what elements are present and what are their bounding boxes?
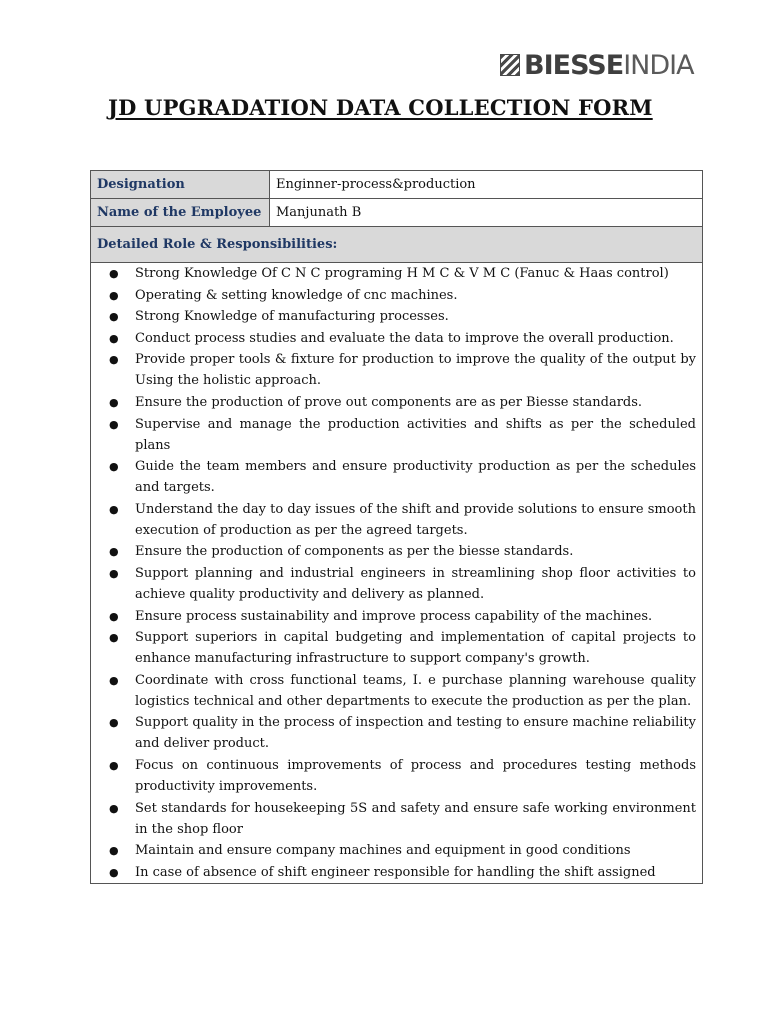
designation-value: Enginner-process&production: [270, 171, 703, 199]
responsibility-text: Ensure the production of components as per the biesse standards.: [135, 544, 574, 560]
responsibility-text: Support planning and industrial engineers in streamlining shop floor activities to achieve quality productivity and delivery as planned.: [135, 565, 696, 602]
bullet-icon: ●: [109, 395, 119, 409]
employee-row: [91, 199, 703, 227]
responsibility-text: Maintain and ensure company machines and equipment in good conditions: [135, 843, 631, 859]
responsibility-text: Understand the day to day issues of the shift and provide solutions to ensure smooth execution of production as per the agreed targets.: [135, 501, 696, 538]
responsibility-item: [97, 328, 696, 349]
responsibility-text: Conduct process studies and evaluate the data to improve the overall production.: [135, 330, 674, 346]
bullet-icon: ●: [109, 609, 119, 623]
bullet-icon: ●: [109, 716, 119, 730]
bullet-icon: ●: [109, 673, 119, 687]
responsibility-text: Support superiors in capital budgeting and implementation of capital projects to enhance manufacturing infrastructure to support company's growth.: [135, 630, 696, 667]
responsibility-text: In case of absence of shift engineer responsible for handling the shift assigned: [135, 864, 656, 880]
logo-region-text: INDIA: [623, 49, 694, 81]
bullet-icon: ●: [109, 844, 119, 858]
logo-brand-text: BIESSE: [524, 49, 624, 81]
responsibility-item: [97, 349, 696, 391]
designation-label: Designation: [91, 171, 270, 199]
responsibility-text: Coordinate with cross functional teams, I. e purchase planning warehouse quality logistics technical and other departments to execute the production as per the plan.: [135, 672, 696, 709]
bullet-icon: ●: [109, 502, 119, 516]
responsibility-item: [97, 712, 696, 754]
company-logo: [500, 48, 712, 82]
bullet-icon: ●: [109, 758, 119, 772]
biesse-logo-icon: [500, 54, 520, 76]
bullet-icon: ●: [109, 331, 119, 345]
designation-row: [91, 171, 703, 199]
responsibility-text: Supervise and manage the production activities and shifts as per the scheduled plans: [135, 416, 696, 453]
responsibility-item: [97, 755, 696, 797]
bullet-icon: ●: [109, 566, 119, 580]
responsibility-item: [97, 541, 696, 562]
responsibility-item: [97, 798, 696, 840]
section-header-row: [91, 227, 703, 263]
responsibility-text: Focus on continuous improvements of process and procedures testing methods productivity improvements.: [135, 757, 696, 794]
responsibility-item: [97, 606, 696, 627]
responsibilities-list: [97, 263, 696, 883]
responsibility-item: [97, 499, 696, 541]
responsibility-text: Ensure process sustainability and improve process capability of the machines.: [135, 608, 653, 624]
responsibilities-cell: [91, 263, 703, 884]
responsibility-text: Provide proper tools & fixture for production to improve the quality of the output by Using the holistic approach.: [135, 352, 696, 389]
responsibilities-row: [91, 263, 703, 884]
responsibility-text: Strong Knowledge of manufacturing processes.: [135, 309, 449, 325]
responsibility-item: [97, 392, 696, 413]
responsibility-item: [97, 456, 696, 498]
bullet-icon: ●: [109, 288, 119, 302]
responsibility-text: Set standards for housekeeping 5S and safety and ensure safe working environment in the shop floor: [135, 800, 696, 837]
responsibility-item: [97, 670, 696, 712]
bullet-icon: ●: [109, 545, 119, 559]
responsibility-item: [97, 862, 696, 883]
responsibility-item: [97, 563, 696, 605]
responsibility-text: Ensure the production of prove out components are as per Biesse standards.: [135, 394, 643, 410]
bullet-icon: ●: [109, 353, 119, 367]
responsibility-item: [97, 263, 696, 284]
responsibility-text: Guide the team members and ensure productivity production as per the schedules and targets.: [135, 459, 696, 496]
bullet-icon: ●: [109, 460, 119, 474]
bullet-icon: ●: [109, 417, 119, 431]
responsibilities-heading: Detailed Role & Responsibilities:: [91, 227, 703, 263]
employee-name-value: Manjunath B: [270, 199, 703, 227]
responsibility-item: [97, 627, 696, 669]
responsibility-text: Operating & setting knowledge of cnc machines.: [135, 287, 458, 303]
responsibility-item: [97, 285, 696, 306]
responsibility-item: [97, 840, 696, 861]
responsibility-item: [97, 414, 696, 456]
bullet-icon: ●: [109, 631, 119, 645]
form-title: JD UPGRADATION DATA COLLECTION FORM: [108, 95, 653, 120]
jd-form-table: [90, 170, 703, 884]
bullet-icon: ●: [109, 801, 119, 815]
employee-name-label: Name of the Employee: [91, 199, 270, 227]
bullet-icon: ●: [109, 267, 119, 280]
bullet-icon: ●: [109, 865, 119, 879]
bullet-icon: ●: [109, 310, 119, 324]
responsibility-item: [97, 306, 696, 327]
responsibility-text: Strong Knowledge Of C N C programing H M C & V M C (Fanuc & Haas control): [135, 266, 669, 281]
responsibility-text: Support quality in the process of inspection and testing to ensure machine reliability and deliver product.: [135, 715, 696, 752]
